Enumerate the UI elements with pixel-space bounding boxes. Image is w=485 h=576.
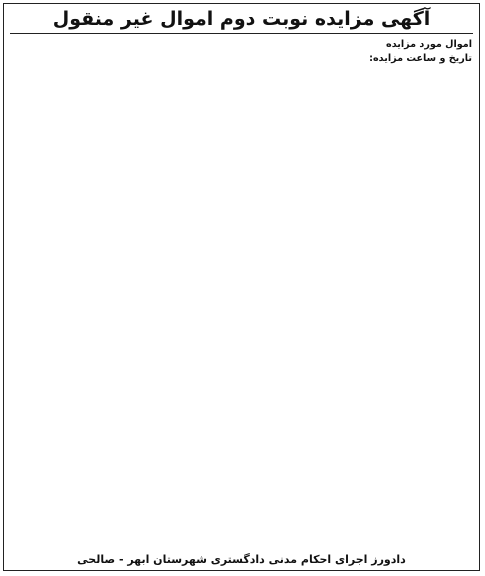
paragraph-lead: تاریخ و ساعت مزایده:: [369, 52, 472, 64]
paragraph-auction-time: [11, 53, 472, 66]
paragraph-lead: اموال مورد مزایده: [386, 39, 472, 50]
auction-notice: [3, 3, 480, 571]
notice-body: [4, 34, 479, 65]
notice-signature: دادورز اجرای احکام مدنی دادگستری شهرستان ابهر - صالحی: [77, 553, 406, 566]
paragraph-property-description: [11, 39, 472, 52]
notice-title: آگهی مزایده نوبت دوم اموال غیر منقول: [10, 4, 473, 34]
